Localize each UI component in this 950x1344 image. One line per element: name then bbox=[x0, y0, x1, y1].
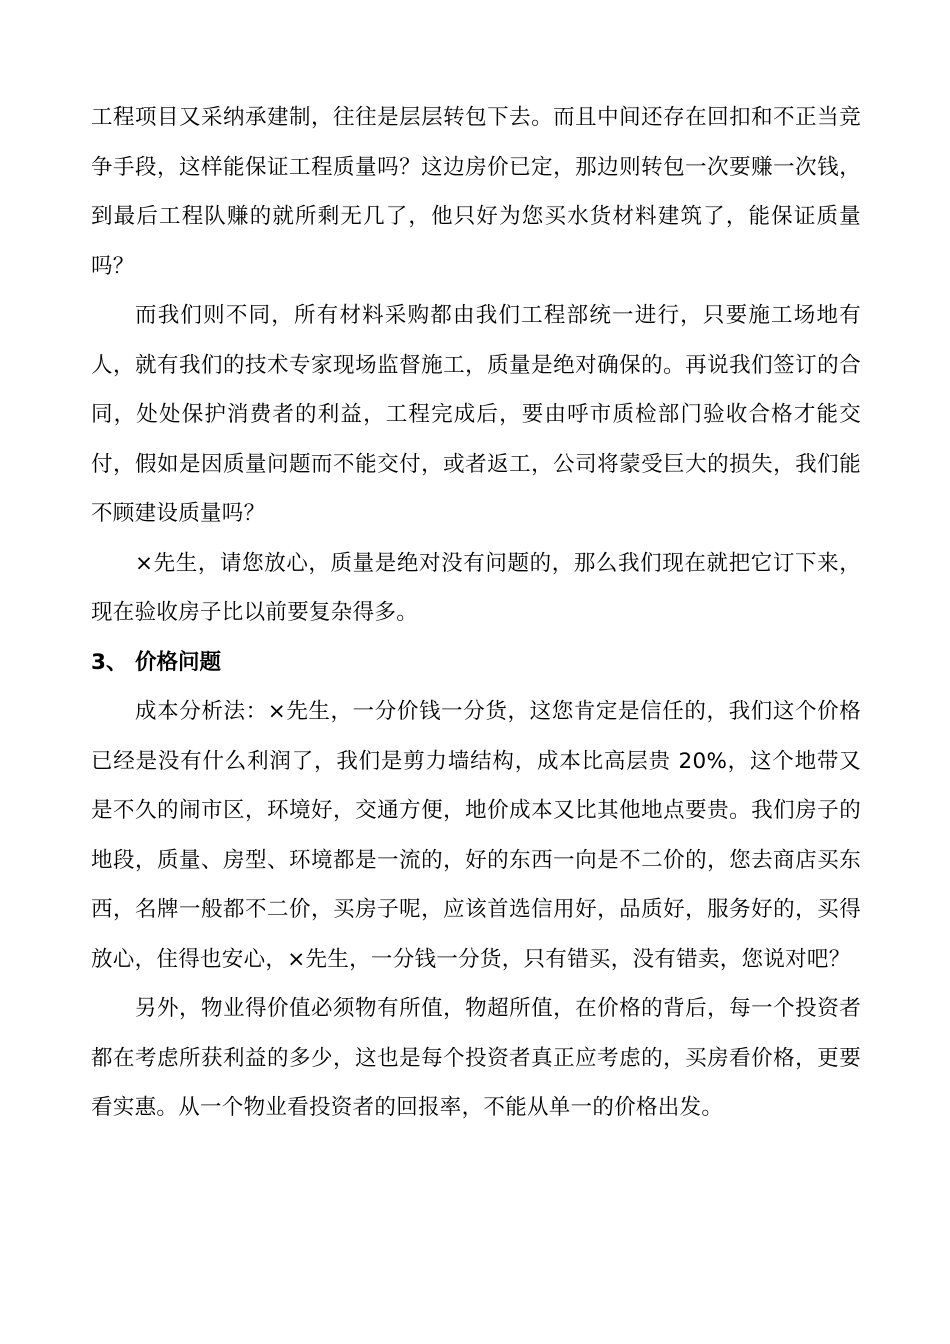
paragraph-value: 另外，物业得价值必须物有所值，物超所值，在价格的背后，每一个投资者都在考虑所获利益的多少，这也是每个投资者真正应考虑的，买房看价格，更要看实惠。从一个物业看投资者的回报率，不能从单一的价格出发。 bbox=[91, 996, 861, 1120]
section-heading-price bbox=[91, 638, 861, 688]
paragraph-reassurance: ×先生，请您放心，质量是绝对没有问题的，那么我们现在就把它订下来，现在验收房子比以前要复杂得多。 bbox=[91, 550, 861, 625]
paragraph-our-guarantee: 而我们则不同，所有材料采购都由我们工程部统一进行，只要施工场地有人，就有我们的技术专家现场监督施工，质量是绝对确保的。再说我们签订的合同，处处保护消费者的利益，工程完成后，要由呼市质检部门验收合格才能交付，假如是因质量问题而不能交付，或者返工，公司将蒙受巨大的损失，我们能不顾建设质量吗？ bbox=[91, 303, 861, 526]
section-title: 价格问题 bbox=[135, 649, 222, 675]
section-number: 3、 bbox=[91, 649, 128, 675]
document-page bbox=[91, 93, 861, 1133]
paragraph-contractor-quality: 工程项目又采纳承建制，往往是层层转包下去。而且中间还存在回扣和不正当竞争手段，这样能保证工程质量吗？这边房价已定，那边则转包一次要赚一次钱，到最后工程队赚的就所剩无几了，他只好为您买水货材料建筑了，能保证质量吗？ bbox=[91, 105, 861, 279]
paragraph-cost-analysis: 成本分析法：×先生，一分价钱一分货，这您肯定是信任的，我们这个价格已经是没有什么利润了，我们是剪力墙结构，成本比高层贵 20%，这个地带又是不久的闹市区，环境好，交通方便，地价成本又比其他地点要贵。我们房子的地段，质量、房型、环境都是一流的，好的东西一向是不二价的，您去商店买东西，名牌一般都不二价，买房子呢，应该首选信用好，品质好，服务好的，买得放心，住得也安心，×先生，一分钱一分货，只有错买，没有错卖，您说对吧？ bbox=[91, 699, 861, 972]
